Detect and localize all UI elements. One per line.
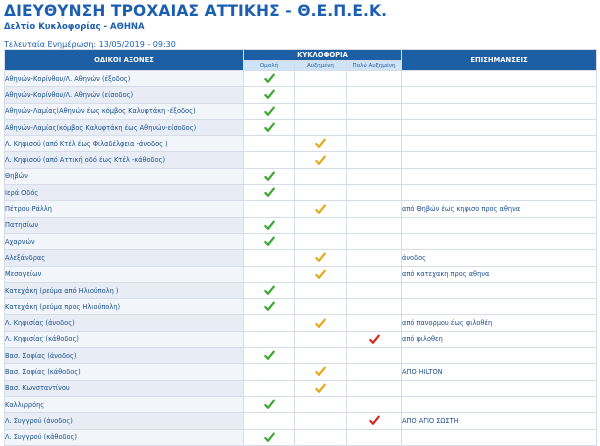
traffic-level-cell-very-increased xyxy=(347,185,402,201)
traffic-level-cell-increased xyxy=(295,103,347,119)
column-header-increased: Αυξημένη xyxy=(295,61,347,71)
traffic-level-cell-normal xyxy=(244,348,295,364)
table-row xyxy=(5,87,597,103)
road-note: από Θηβών έως κηφισο προς αθηνα xyxy=(402,201,597,217)
traffic-level-cell-normal xyxy=(244,429,295,445)
traffic-level-cell-increased xyxy=(295,315,347,331)
road-name: Λ. Κηφισίας (άνοδος) xyxy=(5,315,244,331)
column-header-roads: ΟΔΙΚΟΙ ΑΞΟΝΕΣ xyxy=(5,50,244,71)
traffic-level-cell-very-increased xyxy=(347,136,402,152)
check-icon xyxy=(315,252,326,263)
traffic-table-body xyxy=(5,71,597,446)
traffic-level-cell-very-increased xyxy=(347,396,402,412)
table-row xyxy=(5,250,597,266)
traffic-level-cell-normal xyxy=(244,136,295,152)
traffic-level-cell-very-increased xyxy=(347,282,402,298)
traffic-level-cell-normal xyxy=(244,331,295,347)
table-row xyxy=(5,136,597,152)
road-note xyxy=(402,168,597,184)
road-name: Μεσογείων xyxy=(5,266,244,282)
table-row xyxy=(5,348,597,364)
road-name: Βασ. Κωνσταντίνου xyxy=(5,380,244,396)
road-name: Αθηνών-Κορίνθου/Λ. Αθηνών (είσοδος) xyxy=(5,87,244,103)
table-row xyxy=(5,185,597,201)
road-note xyxy=(402,217,597,233)
traffic-level-cell-increased xyxy=(295,429,347,445)
road-name: Λ. Κηφισού (από Κτέλ έως Φιλαδέλφεια -άνοδος ) xyxy=(5,136,244,152)
traffic-level-cell-increased xyxy=(295,233,347,249)
traffic-level-cell-very-increased xyxy=(347,87,402,103)
check-icon xyxy=(264,220,275,231)
road-name: Λ. Κηφισού (από Αττική οδό έως Κτέλ -κάθοδος) xyxy=(5,152,244,168)
road-note: άνοδος xyxy=(402,250,597,266)
road-name: Αθηνών-Λαμίας(κόμβος Καλυφτάκη έως Αθηνών-είσοδος) xyxy=(5,119,244,135)
table-row xyxy=(5,364,597,380)
traffic-level-cell-increased xyxy=(295,396,347,412)
road-name: Πέτρου Ράλλη xyxy=(5,201,244,217)
traffic-level-cell-increased xyxy=(295,136,347,152)
road-note xyxy=(402,282,597,298)
check-icon xyxy=(315,204,326,215)
table-row xyxy=(5,413,597,429)
check-icon xyxy=(264,236,275,247)
traffic-level-cell-very-increased xyxy=(347,364,402,380)
road-note xyxy=(402,429,597,445)
check-icon xyxy=(264,122,275,133)
traffic-level-cell-increased xyxy=(295,119,347,135)
traffic-level-cell-increased xyxy=(295,413,347,429)
traffic-level-cell-very-increased xyxy=(347,299,402,315)
table-row xyxy=(5,119,597,135)
traffic-level-cell-increased xyxy=(295,217,347,233)
traffic-level-cell-normal xyxy=(244,413,295,429)
traffic-level-cell-normal xyxy=(244,152,295,168)
traffic-level-cell-increased xyxy=(295,250,347,266)
traffic-level-cell-very-increased xyxy=(347,250,402,266)
road-name: Αθηνών-Λαμίας(Αθηνών έως κόμβος Καλυφτάκη -έξοδος) xyxy=(5,103,244,119)
road-note xyxy=(402,152,597,168)
road-note xyxy=(402,348,597,364)
table-row xyxy=(5,71,597,87)
check-icon xyxy=(264,187,275,198)
check-icon xyxy=(264,171,275,182)
road-note xyxy=(402,103,597,119)
traffic-level-cell-very-increased xyxy=(347,233,402,249)
traffic-level-cell-very-increased xyxy=(347,103,402,119)
table-row xyxy=(5,315,597,331)
traffic-level-cell-increased xyxy=(295,185,347,201)
check-icon xyxy=(369,334,380,345)
traffic-level-cell-normal xyxy=(244,103,295,119)
check-icon xyxy=(264,301,275,312)
table-row xyxy=(5,429,597,445)
traffic-level-cell-normal xyxy=(244,299,295,315)
road-name: Κατεχάκη (ρεύμα από Ηλιούπολη ) xyxy=(5,282,244,298)
road-note xyxy=(402,71,597,87)
road-name: Βασ. Σοφίας (κάθοδος) xyxy=(5,364,244,380)
check-icon xyxy=(315,155,326,166)
road-name: Λ. Κηφισίας (κάθοδος) xyxy=(5,331,244,347)
check-icon xyxy=(315,383,326,394)
traffic-level-cell-very-increased xyxy=(347,413,402,429)
road-name: Θηβών xyxy=(5,168,244,184)
traffic-table xyxy=(4,49,597,446)
table-row xyxy=(5,266,597,282)
traffic-level-cell-normal xyxy=(244,380,295,396)
check-icon xyxy=(264,285,275,296)
table-row xyxy=(5,282,597,298)
road-name: Αχαρνών xyxy=(5,233,244,249)
traffic-level-cell-increased xyxy=(295,282,347,298)
road-note xyxy=(402,299,597,315)
traffic-level-cell-normal xyxy=(244,217,295,233)
traffic-level-cell-normal xyxy=(244,282,295,298)
last-updated: Τελευταία Ενημέρωση: 13/05/2019 - 09:30 xyxy=(4,40,176,49)
road-note xyxy=(402,396,597,412)
road-note xyxy=(402,136,597,152)
traffic-level-cell-very-increased xyxy=(347,71,402,87)
traffic-level-cell-increased xyxy=(295,152,347,168)
check-icon xyxy=(315,269,326,280)
table-row xyxy=(5,168,597,184)
traffic-level-cell-increased xyxy=(295,364,347,380)
road-name: Καλλιρρόης xyxy=(5,396,244,412)
traffic-level-cell-very-increased xyxy=(347,315,402,331)
road-note xyxy=(402,119,597,135)
traffic-level-cell-increased xyxy=(295,201,347,217)
table-row xyxy=(5,233,597,249)
traffic-level-cell-very-increased xyxy=(347,429,402,445)
road-name: Αλεξάνδρας xyxy=(5,250,244,266)
table-row xyxy=(5,299,597,315)
road-note xyxy=(402,185,597,201)
traffic-level-cell-normal xyxy=(244,250,295,266)
table-row xyxy=(5,331,597,347)
check-icon xyxy=(315,138,326,149)
traffic-level-cell-normal xyxy=(244,71,295,87)
road-name: Λ. Συγγρού (κάθοδος) xyxy=(5,429,244,445)
column-header-normal: Ομαλή xyxy=(244,61,295,71)
road-name: Πατησίων xyxy=(5,217,244,233)
road-note: ΑΠΟ HILTON xyxy=(402,364,597,380)
page-subtitle: Δελτίο Κυκλοφορίας - ΑΘΗΝΑ xyxy=(4,22,145,32)
traffic-level-cell-increased xyxy=(295,87,347,103)
traffic-level-cell-normal xyxy=(244,201,295,217)
road-note: από φιλοθεη xyxy=(402,331,597,347)
road-name: Βασ. Σοφίας (άνοδος) xyxy=(5,348,244,364)
traffic-level-cell-increased xyxy=(295,380,347,396)
traffic-level-cell-increased xyxy=(295,299,347,315)
table-row xyxy=(5,201,597,217)
check-icon xyxy=(264,89,275,100)
table-row xyxy=(5,217,597,233)
traffic-level-cell-very-increased xyxy=(347,201,402,217)
traffic-level-cell-increased xyxy=(295,331,347,347)
traffic-level-cell-very-increased xyxy=(347,331,402,347)
traffic-level-cell-very-increased xyxy=(347,348,402,364)
traffic-level-cell-normal xyxy=(244,87,295,103)
column-header-very-increased: Πολύ Αυξημένη xyxy=(347,61,402,71)
traffic-level-cell-very-increased xyxy=(347,380,402,396)
road-name: Λ. Συγγρού (άνοδος) xyxy=(5,413,244,429)
traffic-level-cell-normal xyxy=(244,119,295,135)
traffic-level-cell-normal xyxy=(244,315,295,331)
traffic-level-cell-increased xyxy=(295,71,347,87)
traffic-level-cell-increased xyxy=(295,348,347,364)
traffic-level-cell-normal xyxy=(244,185,295,201)
check-icon xyxy=(264,399,275,410)
traffic-level-cell-very-increased xyxy=(347,266,402,282)
check-icon xyxy=(315,318,326,329)
road-name: Αθηνών-Κορίνθου/Λ. Αθηνών (έξοδος) xyxy=(5,71,244,87)
traffic-level-cell-normal xyxy=(244,168,295,184)
road-note xyxy=(402,380,597,396)
traffic-level-cell-very-increased xyxy=(347,168,402,184)
table-row xyxy=(5,380,597,396)
check-icon xyxy=(264,73,275,84)
check-icon xyxy=(369,415,380,426)
check-icon xyxy=(264,106,275,117)
traffic-level-cell-normal xyxy=(244,364,295,380)
column-header-notes: ΕΠΙΣΗΜΑΝΣΕΙΣ xyxy=(402,50,597,71)
traffic-level-cell-very-increased xyxy=(347,152,402,168)
road-name: Κατεχάκη (ρεύμα προς Ηλιούπολη) xyxy=(5,299,244,315)
traffic-level-cell-very-increased xyxy=(347,119,402,135)
road-note xyxy=(402,233,597,249)
traffic-level-cell-very-increased xyxy=(347,217,402,233)
traffic-level-cell-increased xyxy=(295,168,347,184)
check-icon xyxy=(264,432,275,443)
table-row xyxy=(5,152,597,168)
road-note: από πανορμου έως φιλοθέη xyxy=(402,315,597,331)
traffic-level-cell-increased xyxy=(295,266,347,282)
column-header-traffic: ΚΥΚΛΟΦΟΡΙΑ xyxy=(244,50,402,61)
traffic-level-cell-normal xyxy=(244,266,295,282)
check-icon xyxy=(315,366,326,377)
check-icon xyxy=(264,350,275,361)
road-note: ΑΠΟ ΑΓΙΟ ΣΩΣΤΗ xyxy=(402,413,597,429)
table-row xyxy=(5,103,597,119)
page-title: ΔΙΕΥΘΥΝΣΗ ΤΡΟΧΑΙΑΣ ΑΤΤΙΚΗΣ - Θ.Ε.Π.Ε.Κ. xyxy=(4,2,388,20)
road-note xyxy=(402,87,597,103)
table-row xyxy=(5,396,597,412)
road-note: από κατεχακη προς αθηνα xyxy=(402,266,597,282)
road-name: Ιερά Οδός xyxy=(5,185,244,201)
traffic-level-cell-normal xyxy=(244,233,295,249)
traffic-level-cell-normal xyxy=(244,396,295,412)
